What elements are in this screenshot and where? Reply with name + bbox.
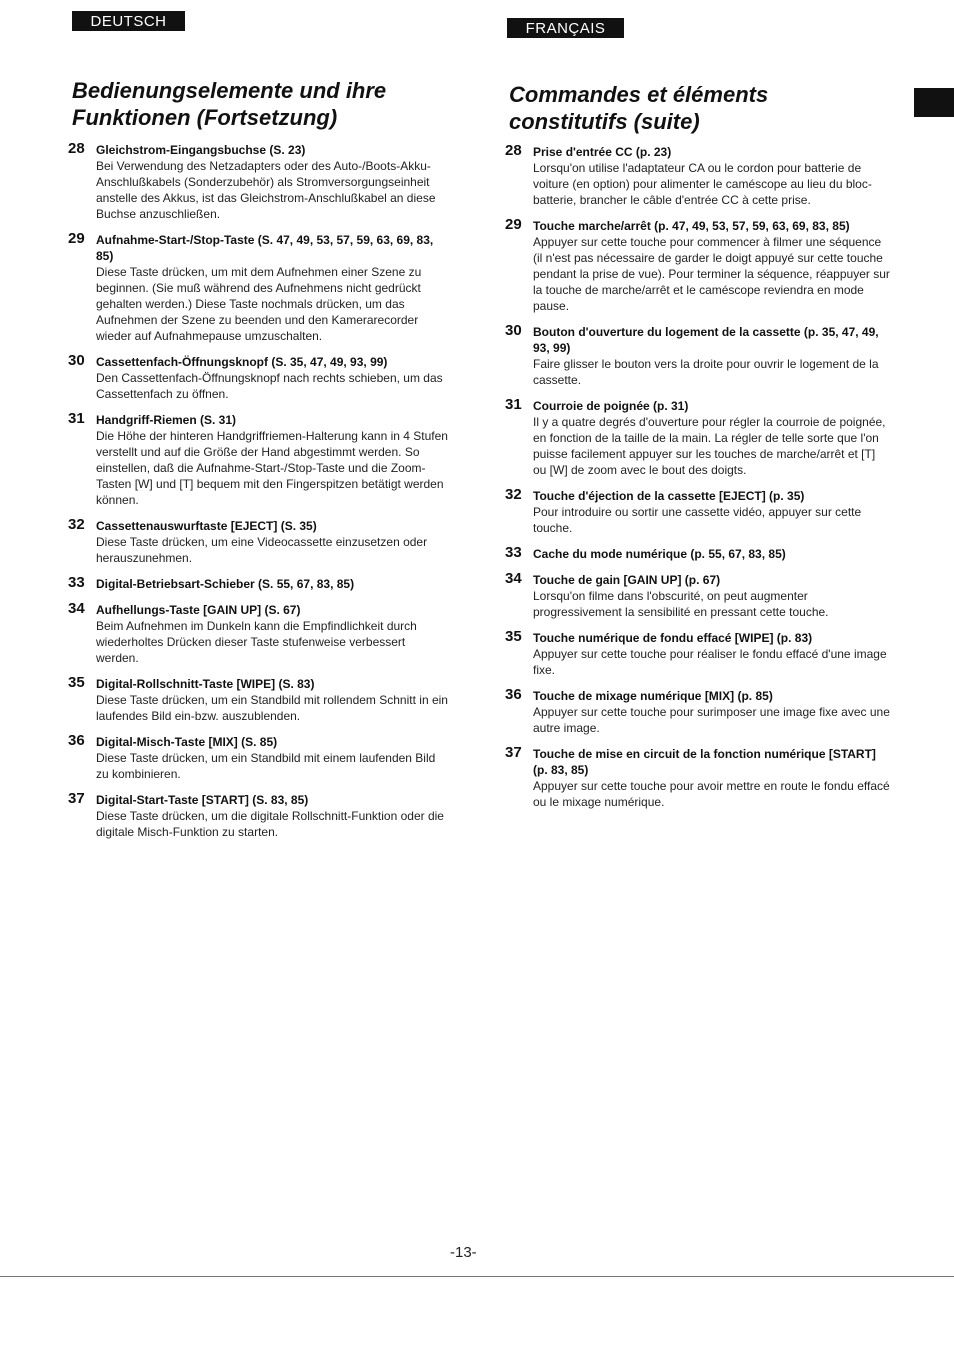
item-description: Die Höhe der hinteren Handgriffriemen-Halterung kann in 4 Stufen verstellt und auf die Größe der Hand abgestimmt werden. So einstellen, daß die Aufnahme-Start-/Stop-Taste und die Zoom-Tasten [W] und [T] bequem mit den Fingerspitzen betätigt werden können.	[96, 429, 448, 507]
item-list-fr	[505, 144, 890, 810]
item-heading: Aufhellungs-Taste [GAIN UP] (S. 67)	[96, 603, 301, 617]
item-number: 31	[68, 410, 85, 427]
item-description: Lorsqu'on filme dans l'obscurité, on peut augmenter progressivement la sensibilité en pressant cette touche.	[533, 589, 829, 619]
item-description: Appuyer sur cette touche pour surimposer une image fixe avec une autre image.	[533, 705, 890, 735]
item-heading: Handgriff-Riemen (S. 31)	[96, 413, 237, 427]
item-description: Diese Taste drücken, um ein Standbild mit einem laufenden Bild zu kombinieren.	[96, 751, 436, 781]
item-number: 32	[68, 516, 85, 533]
item-heading: Touche de mise en circuit de la fonction numérique [START] (p. 83, 85)	[533, 747, 876, 777]
item-list-de	[68, 142, 448, 840]
item-number: 36	[68, 732, 85, 749]
item-number: 32	[505, 486, 522, 503]
item-number: 36	[505, 686, 522, 703]
footer-rule	[0, 1276, 954, 1277]
list-item-fr	[505, 546, 890, 562]
list-item-fr	[505, 324, 890, 388]
item-number: 33	[505, 544, 522, 561]
item-description: Appuyer sur cette touche pour commencer à filmer une séquence (il n'est pas nécessaire de garder le doigt appuyé sur cette touche pendant la prise de vue). Pour terminer la séquence, réappuyer sur la touche de marche/arrêt et le caméscope reviendra en mode pause.	[533, 235, 890, 313]
list-item-fr	[505, 572, 890, 620]
item-number: 37	[505, 744, 522, 761]
language-tag-francais: FRANÇAIS	[507, 18, 624, 38]
item-heading: Cassettenauswurftaste [EJECT] (S. 35)	[96, 519, 317, 533]
list-item-fr	[505, 746, 890, 810]
item-number: 30	[68, 352, 85, 369]
item-heading: Courroie de poignée (p. 31)	[533, 399, 689, 413]
item-heading: Touche de gain [GAIN UP] (p. 67)	[533, 573, 721, 587]
page-edge-marker	[914, 88, 954, 117]
list-item-fr	[505, 218, 890, 314]
item-number: 33	[68, 574, 85, 591]
item-description: Pour introduire ou sortir une cassette vidéo, appuyer sur cette touche.	[533, 505, 862, 535]
item-description: Diese Taste drücken, um ein Standbild mit rollendem Schnitt in ein laufendes Bild ein-bzw. auszublenden.	[96, 693, 448, 723]
list-item-de	[68, 576, 448, 592]
item-description: Il y a quatre degrés d'ouverture pour régler la courroie de poignée, en fonction de la taille de la main. La régler de telle sorte que l'on puisse facilement appuyer sur les touches de marche/arrêt et [T] ou [W] de zoom avec le bout des doigts.	[533, 415, 886, 477]
list-item-de	[68, 232, 448, 344]
item-number: 35	[68, 674, 85, 691]
list-item-fr	[505, 688, 890, 736]
item-number: 30	[505, 322, 522, 339]
item-heading: Digital-Start-Taste [START] (S. 83, 85)	[96, 793, 309, 807]
item-heading: Touche de mixage numérique [MIX] (p. 85)	[533, 689, 773, 703]
item-heading: Digital-Betriebsart-Schieber (S. 55, 67, 83, 85)	[96, 577, 355, 591]
item-number: 31	[505, 396, 522, 413]
item-heading: Touche d'éjection de la cassette [EJECT] (p. 35)	[533, 489, 805, 503]
item-description: Faire glisser le bouton vers la droite pour ouvrir le logement de la cassette.	[533, 357, 879, 387]
item-heading: Gleichstrom-Eingangsbuchse (S. 23)	[96, 143, 306, 157]
item-description: Diese Taste drücken, um eine Videocassette einzusetzen oder herauszunehmen.	[96, 535, 428, 565]
item-number: 35	[505, 628, 522, 645]
item-heading: Cassettenfach-Öffnungsknopf (S. 35, 47, 49, 93, 99)	[96, 355, 388, 369]
item-heading: Touche marche/arrêt (p. 47, 49, 53, 57, 59, 63, 69, 83, 85)	[533, 219, 850, 233]
item-number: 37	[68, 790, 85, 807]
item-description: Diese Taste drücken, um die digitale Rollschnitt-Funktion oder die digitale Misch-Funktion zu starten.	[96, 809, 444, 839]
list-item-de	[68, 518, 448, 566]
item-description: Appuyer sur cette touche pour avoir mettre en route le fondu effacé ou le mixage numérique.	[533, 779, 890, 809]
list-item-de	[68, 142, 448, 222]
list-item-de	[68, 602, 448, 666]
item-description: Den Cassettenfach-Öffnungsknopf nach rechts schieben, um das Cassettenfach zu öffnen.	[96, 371, 443, 401]
list-item-de	[68, 734, 448, 782]
list-item-de	[68, 354, 448, 402]
item-heading: Bouton d'ouverture du logement de la cassette (p. 35, 47, 49, 93, 99)	[533, 325, 879, 355]
item-number: 28	[505, 142, 522, 159]
list-item-fr	[505, 488, 890, 536]
section-title-fr: Commandes et éléments constitutifs (suite)	[509, 82, 769, 134]
item-number: 28	[68, 140, 85, 157]
list-item-de	[68, 676, 448, 724]
list-item-de	[68, 412, 448, 508]
item-description: Beim Aufnehmen im Dunkeln kann die Empfindlichkeit durch wiederholtes Drücken dieser Taste stufenweise verbessert werden.	[96, 619, 417, 665]
item-number: 29	[68, 230, 85, 247]
item-description: Appuyer sur cette touche pour réaliser le fondu effacé d'une image fixe.	[533, 647, 887, 677]
section-title-de: Bedienungselemente und ihre Funktionen (Fortsetzung)	[72, 78, 387, 130]
list-item-fr	[505, 398, 890, 478]
language-tag-deutsch: DEUTSCH	[72, 11, 185, 31]
item-heading: Aufnahme-Start-/Stop-Taste (S. 47, 49, 53, 57, 59, 63, 69, 83, 85)	[96, 233, 434, 263]
item-number: 34	[505, 570, 522, 587]
item-number: 29	[505, 216, 522, 233]
page-number: -13-	[450, 1244, 477, 1261]
item-number: 34	[68, 600, 85, 617]
item-heading: Digital-Rollschnitt-Taste [WIPE] (S. 83)	[96, 677, 315, 691]
item-heading: Touche numérique de fondu effacé [WIPE] (p. 83)	[533, 631, 813, 645]
list-item-fr	[505, 144, 890, 208]
item-heading: Prise d'entrée CC (p. 23)	[533, 145, 672, 159]
item-heading: Digital-Misch-Taste [MIX] (S. 85)	[96, 735, 278, 749]
item-description: Diese Taste drücken, um mit dem Aufnehmen einer Szene zu beginnen. (Sie muß während des Aufnehmens nicht gedrückt gehalten werden.) Diese Taste nochmals drücken, um das Aufnehmen der Szene zu beenden und den Kamerarecorder wieder auf Aufnahmepause umzuschalten.	[96, 265, 422, 343]
item-heading: Cache du mode numérique (p. 55, 67, 83, 85)	[533, 547, 786, 561]
item-description: Bei Verwendung des Netzadapters oder des Auto-/Boots-Akku-Anschlußkabels (Sonderzubehör) als Stromversorgungseinheit anstelle des Akkus, ist das Gleichstrom-Anschlußkabel an diese Buchse anzuschließen.	[96, 159, 436, 221]
list-item-de	[68, 792, 448, 840]
item-description: Lorsqu'on utilise l'adaptateur CA ou le cordon pour batterie de voiture (en option) pour alimenter le caméscope au lieu du bloc-batterie, brancher le câble d'entrée CC à cette prise.	[533, 161, 872, 207]
list-item-fr	[505, 630, 890, 678]
